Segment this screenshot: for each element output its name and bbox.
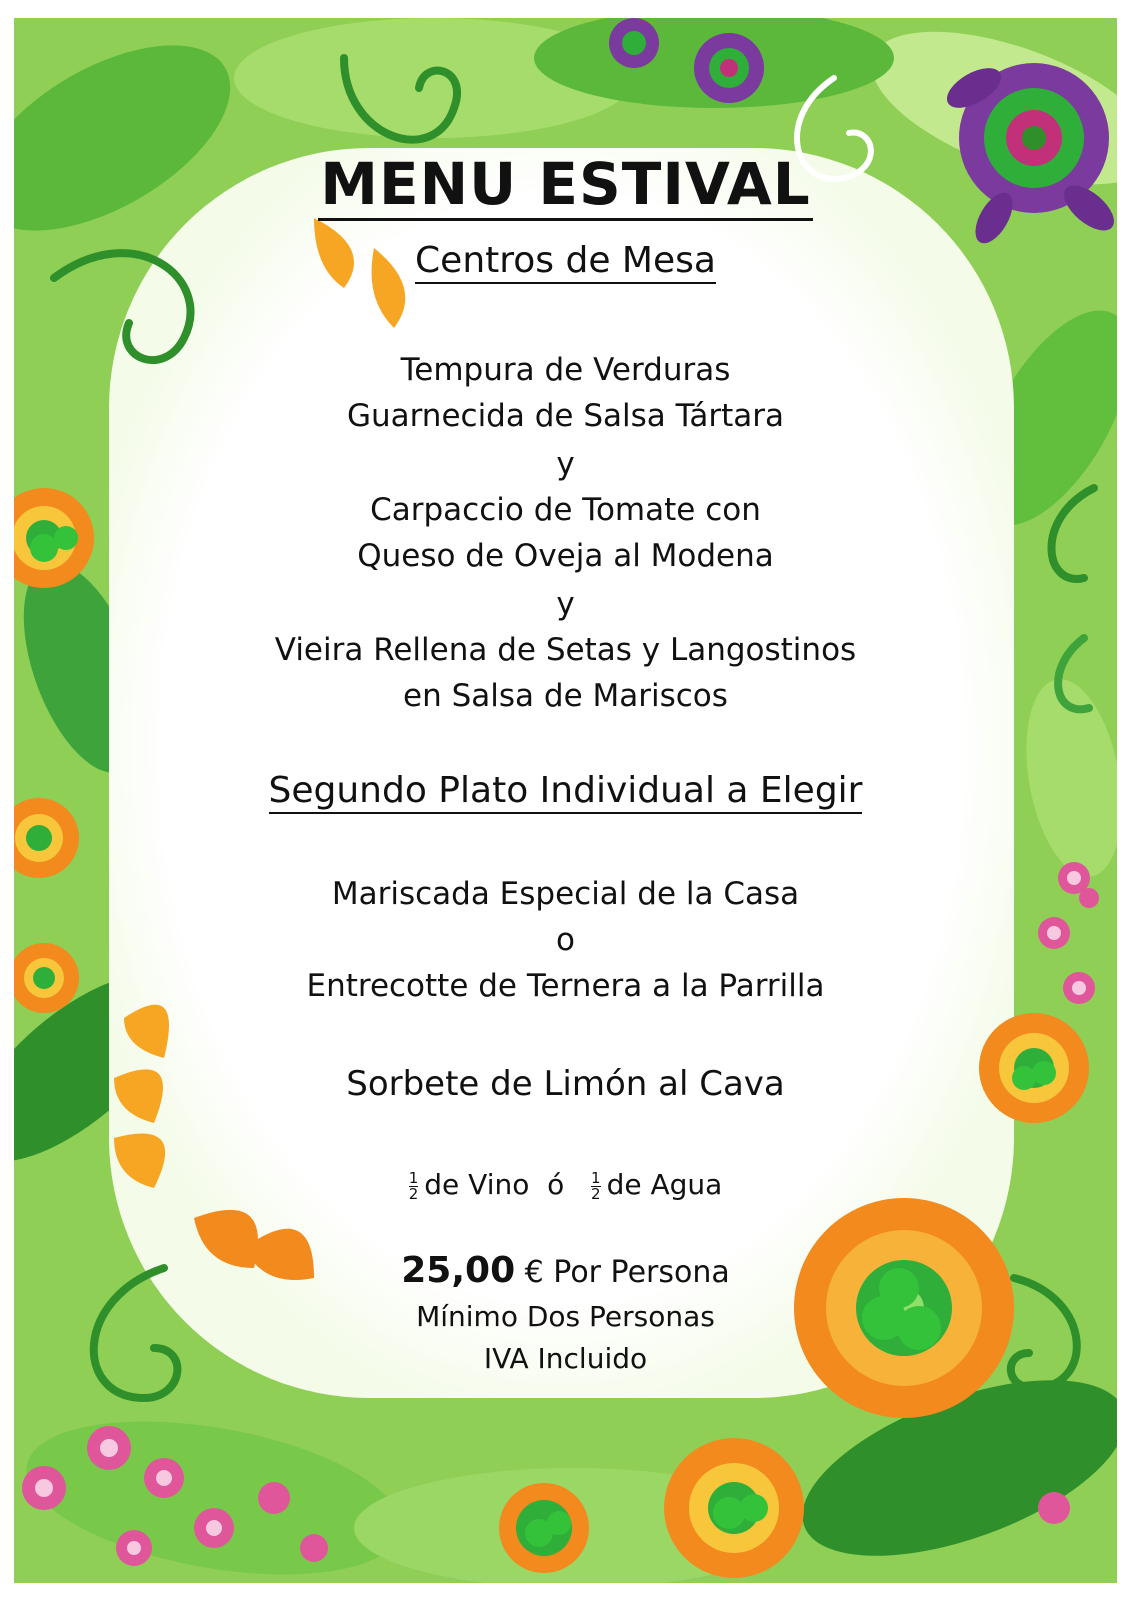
drink-water: de Agua	[606, 1168, 723, 1201]
starter-connector: y	[556, 446, 575, 482]
half-fraction: $\frac{1}{2}$	[591, 1168, 601, 1203]
drink-or: ó	[547, 1168, 565, 1201]
main-dish-connector: o	[556, 922, 575, 958]
starter-line: en Salsa de Mariscos	[403, 678, 728, 714]
half-fraction: $\frac{1}{2}$	[408, 1168, 419, 1203]
tax-note: IVA Incluido	[483, 1342, 648, 1375]
price-line	[0, 1250, 1131, 1291]
starter-line: Guarnecida de Salsa Tártara	[346, 398, 785, 434]
starter-line: Vieira Rellena de Setas y Langostinos	[274, 632, 857, 668]
starter-line: Carpaccio de Tomate con	[370, 492, 761, 528]
drink-wine: de Vino	[424, 1168, 530, 1201]
dessert-line: Sorbete de Limón al Cava	[346, 1064, 785, 1104]
starter-line: Tempura de Verduras	[400, 352, 731, 388]
starter-connector: y	[556, 586, 575, 622]
price-suffix: € Por Persona	[524, 1255, 730, 1290]
minimum-people: Mínimo Dos Personas	[416, 1300, 715, 1333]
section-title-segundo: Segundo Plato Individual a Elegir	[0, 770, 1131, 811]
drink-line	[0, 1168, 1131, 1202]
main-dish-line: Entrecotte de Ternera a la Parrilla	[306, 968, 825, 1004]
starter-line: Queso de Oveja al Modena	[357, 538, 774, 574]
section-title-centros: Centros de Mesa	[0, 240, 1131, 281]
price-amount: 25,00	[401, 1250, 516, 1291]
menu-title: MENU ESTIVAL	[0, 150, 1131, 218]
main-dish-line: Mariscada Especial de la Casa	[331, 876, 800, 912]
